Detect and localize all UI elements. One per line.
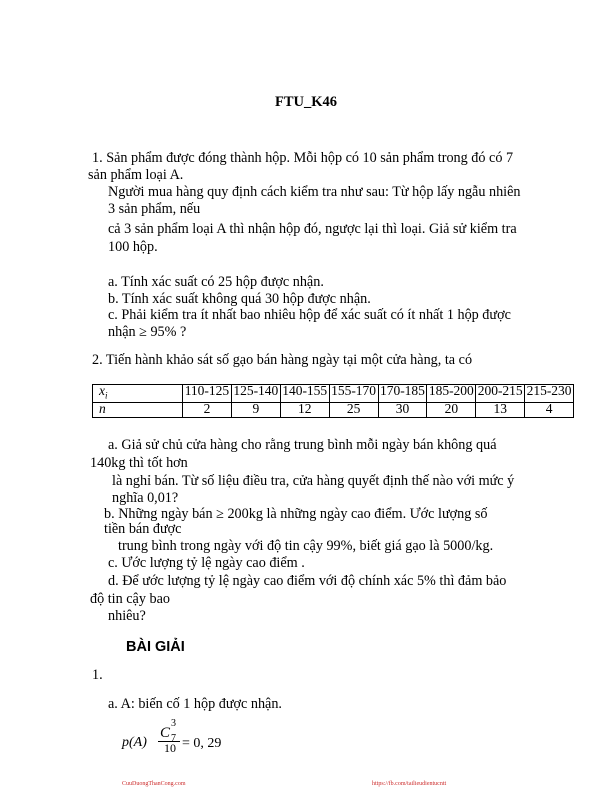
count-value: 9 (252, 402, 260, 416)
problem2-question-b-line3: trung bình trong ngày với độ tin cậy 99%, biết giá gạo là 5000/kg. (118, 538, 494, 554)
problem1-question-c-line2: nhận ≥ 95% ? (108, 324, 187, 340)
range-value: 110-125 (184, 385, 230, 398)
problem2-question-c: c. Ước lượng tỷ lệ ngày cao điểm . (108, 555, 305, 571)
problem2-question-d-line3: nhiêu? (108, 608, 146, 624)
problem1-line5: cả 3 sản phẩm loại A thì nhận hộp đó, ngược lại thì loại. Giả sử kiểm tra (108, 221, 517, 237)
problem2-question-a-line2: 140kg thì tốt hơn (90, 455, 188, 471)
range-value: 170-185 (379, 385, 425, 398)
page-title: FTU_K46 (274, 94, 338, 110)
problem1-question-a: a. Tính xác suất có 25 hộp được nhận. (108, 274, 324, 290)
x-subscript: i (105, 390, 108, 401)
table-cell (231, 402, 280, 417)
problem2-question-a-line3: là nghỉ bán. Từ số liệu điều tra, cửa hàng quyết định thế nào với mức ý (112, 473, 515, 489)
problem1-line3: Người mua hàng quy định cách kiểm tra như sau: Từ hộp lấy ngẫu nhiên (108, 184, 521, 200)
formula-denominator: 10 (164, 741, 176, 755)
formula-lhs: p(A) (122, 735, 147, 750)
probability-formula (122, 720, 242, 760)
table-cell (231, 385, 280, 403)
table-cell (183, 402, 232, 417)
formula-rhs: = 0, 29 (182, 736, 222, 751)
range-value: 200-215 (477, 385, 523, 398)
problem1-line1: 1. Sản phẩm được đóng thành hộp. Mỗi hộp có 10 sản phẩm trong đó có 7 (92, 150, 514, 166)
count-value: 30 (395, 402, 410, 416)
problem1-question-c-line1: c. Phải kiểm tra ít nhất bao nhiêu hộp để xác suất có ít nhất 1 hộp được (108, 307, 511, 323)
problem1-line4: 3 sản phẩm, nếu (108, 201, 201, 217)
count-value: 2 (203, 402, 211, 416)
table-cell (329, 402, 378, 417)
problem2-question-a-line4: nghĩa 0,01? (112, 490, 179, 506)
table-cell (329, 385, 378, 403)
solution-number: 1. (92, 667, 103, 683)
problem1-question-b: b. Tính xác suất không quá 30 hộp được nhận. (108, 291, 371, 307)
count-value: 4 (545, 402, 553, 416)
count-value: 20 (444, 402, 459, 416)
range-value: 140-155 (282, 385, 328, 398)
range-value: 215-230 (526, 385, 572, 398)
data-table (92, 384, 574, 418)
problem2-question-b-line2: tiền bán được (104, 521, 182, 537)
table-row-ranges (93, 385, 574, 403)
range-value: 185-200 (428, 385, 474, 398)
problem1-line6: 100 hộp. (108, 239, 158, 255)
count-value: 12 (297, 402, 312, 416)
footer-right-link[interactable]: https://fb.com/tailieudientucntt (372, 781, 447, 787)
table-cell (525, 385, 574, 403)
problem2-line1: 2. Tiến hành khảo sát số gạo bán hàng ngày tại một cửa hàng, ta có (92, 352, 473, 368)
table-header-n (93, 402, 183, 417)
table-row-counts (93, 402, 574, 417)
formula-numerator-sub: 7 (171, 733, 176, 744)
formula-numerator-c: C (160, 725, 171, 741)
solution-heading: BÀI GIẢI (126, 639, 185, 655)
count-value: 13 (493, 402, 507, 416)
table-header-x (93, 385, 183, 403)
x-label: x (99, 384, 105, 398)
table-cell (476, 385, 525, 403)
table-cell (525, 402, 574, 417)
footer-left-link[interactable]: CuuDuongThanCong.com (122, 781, 186, 787)
table-cell (280, 385, 329, 403)
table-cell (183, 385, 232, 403)
table-cell (280, 402, 329, 417)
table-cell (476, 402, 525, 417)
n-label: n (99, 402, 106, 416)
table-cell (378, 402, 427, 417)
range-value: 125-140 (233, 385, 279, 398)
problem1-line2: sản phẩm loại A. (88, 167, 184, 183)
table-cell (378, 385, 427, 403)
range-value: 155-170 (331, 385, 377, 398)
problem2-question-d-line2: độ tin cậy bao (90, 591, 170, 607)
formula-numerator-sup: 3 (171, 718, 176, 729)
table-cell (427, 402, 476, 417)
table-cell (427, 385, 476, 403)
problem2-question-b-line1: b. Những ngày bán ≥ 200kg là những ngày cao điểm. Ước lượng số (104, 506, 488, 522)
problem2-question-a-line1: a. Giả sử chủ cửa hàng cho rằng trung bình mỗi ngày bán không quá (108, 437, 497, 453)
count-value: 25 (346, 402, 361, 416)
problem2-question-d-line1: d. Để ước lượng tỷ lệ ngày cao điểm với độ chính xác 5% thì đảm bảo (108, 573, 507, 589)
solution-part-a: a. A: biến cố 1 hộp được nhận. (108, 696, 282, 712)
